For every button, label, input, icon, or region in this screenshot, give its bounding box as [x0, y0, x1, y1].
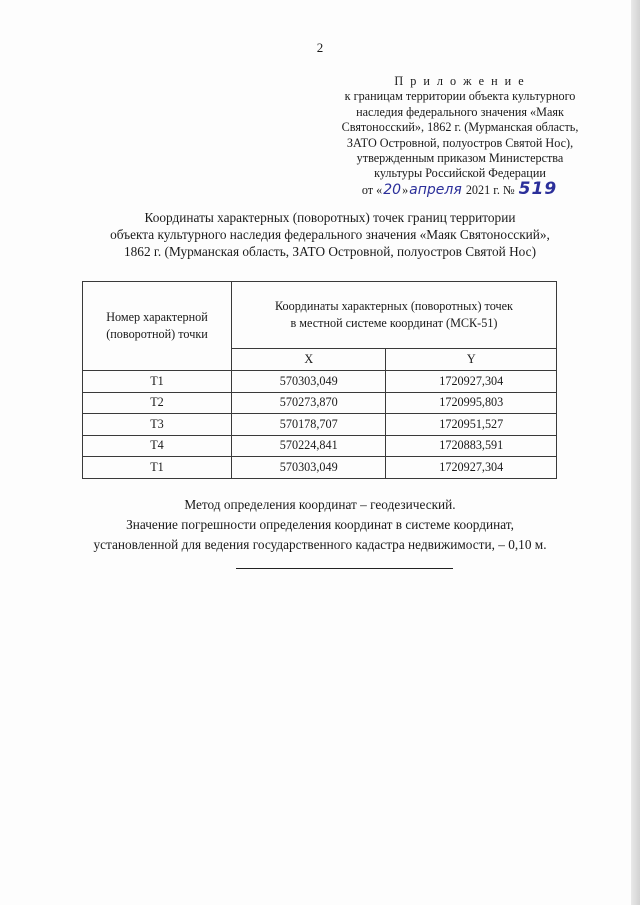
cell-y: 1720951,527 — [386, 414, 557, 436]
appendix-date-line — [300, 178, 620, 199]
handwritten-order-number: 519 — [518, 178, 558, 199]
appendix-line: к границам территории объекта культурного — [344, 89, 576, 104]
header-coordinates-line2: в местной системе координат (МСК-51) — [290, 316, 498, 330]
appendix-block — [300, 74, 620, 198]
cell-y: 1720995,803 — [386, 392, 557, 414]
cell-point: Т3 — [83, 414, 232, 436]
table-row — [83, 371, 557, 393]
method-line: установленной для ведения государственного кадастра недвижимости, – 0,10 м. — [93, 537, 547, 552]
cell-x: 570178,707 — [232, 414, 386, 436]
title-line: 1862 г. (Мурманская область, ЗАТО Островной, полуостров Святой Нос) — [124, 244, 536, 259]
table-row — [83, 392, 557, 414]
date-prefix: от « — [361, 182, 383, 197]
cell-x: 570303,049 — [232, 371, 386, 393]
date-quote: » — [402, 182, 409, 197]
cell-point: Т2 — [83, 392, 232, 414]
date-suffix: 2021 г. № — [465, 182, 515, 197]
document-title — [60, 209, 600, 260]
end-divider — [236, 568, 453, 569]
table-row — [83, 457, 557, 479]
title-line: объекта культурного наследия федерального значения «Маяк Святоносский», — [110, 227, 550, 242]
table-header-row — [83, 282, 557, 349]
method-line: Значение погрешности определения координат в системе координат, — [126, 517, 514, 532]
header-y: Y — [386, 349, 557, 371]
method-line: Метод определения координат – геодезический. — [184, 497, 456, 512]
scan-edge-shadow — [631, 0, 640, 905]
appendix-line: ЗАТО Островной, полуостров Святой Нос), — [346, 135, 574, 150]
cell-point: Т4 — [83, 435, 232, 457]
appendix-line: утвержденным приказом Министерства — [356, 151, 564, 166]
cell-x: 570273,870 — [232, 392, 386, 414]
header-x: X — [232, 349, 386, 371]
cell-y: 1720927,304 — [386, 371, 557, 393]
handwritten-month: апреля — [409, 181, 462, 198]
table-row — [83, 414, 557, 436]
method-block — [40, 495, 600, 555]
cell-y: 1720883,591 — [386, 435, 557, 457]
cell-point: Т1 — [83, 371, 232, 393]
appendix-line: Святоносский», 1862 г. (Мурманская область, — [341, 120, 579, 135]
page-number: 2 — [316, 40, 324, 55]
cell-y: 1720927,304 — [386, 457, 557, 479]
header-point-number: Номер характерной (поворотной) точки — [83, 282, 232, 371]
coordinates-table — [82, 281, 557, 479]
table-row — [83, 435, 557, 457]
cell-x: 570224,841 — [232, 435, 386, 457]
handwritten-day: 20 — [383, 181, 402, 198]
appendix-line: культуры Российской Федерации — [374, 166, 546, 181]
header-coordinates — [232, 282, 557, 349]
header-coordinates-line1: Координаты характерных (поворотных) точек — [275, 299, 513, 313]
appendix-line: наследия федерального значения «Маяк — [356, 104, 564, 119]
title-line: Координаты характерных (поворотных) точек границ территории — [144, 210, 516, 225]
cell-point: Т1 — [83, 457, 232, 479]
cell-x: 570303,049 — [232, 457, 386, 479]
appendix-heading: П р и л о ж е н и е — [394, 74, 526, 88]
